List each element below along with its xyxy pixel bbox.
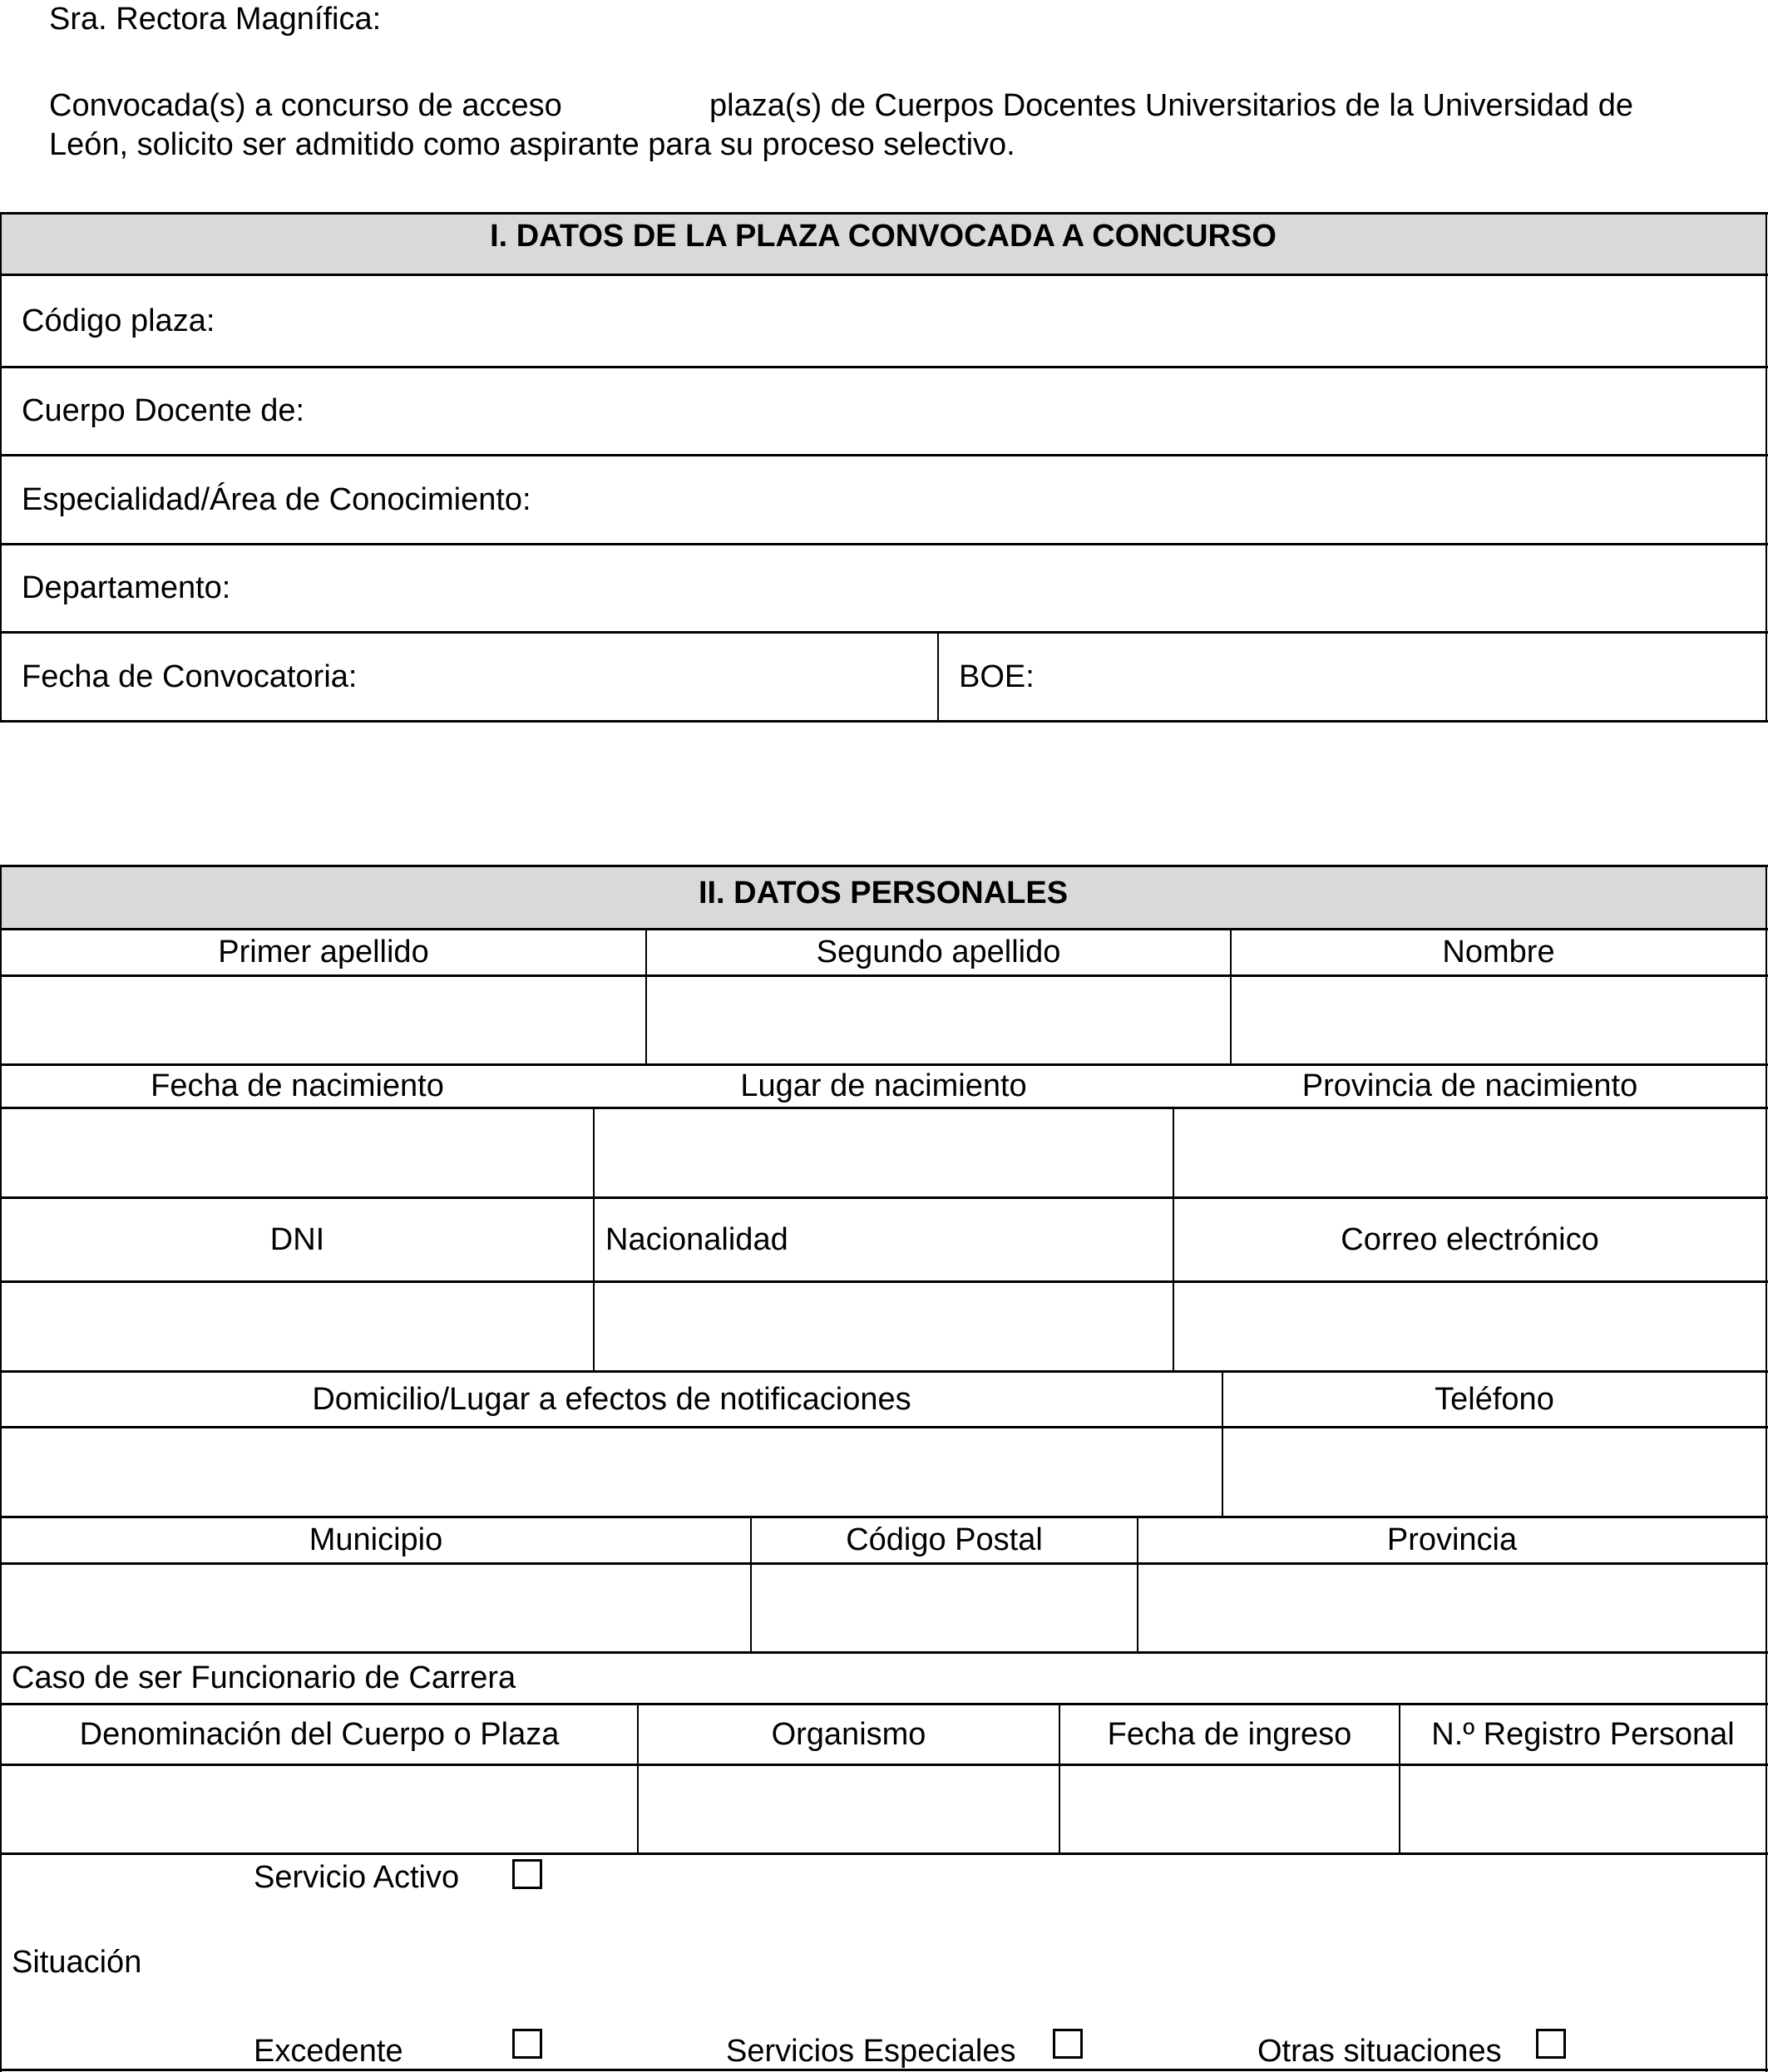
divider: [0, 212, 1768, 215]
lugar-nacimiento-label: Lugar de nacimiento: [740, 1068, 1027, 1103]
provincia-field[interactable]: [1138, 1565, 1766, 1651]
section-2-title: II. DATOS PERSONALES: [698, 876, 1069, 910]
dni-label: DNI: [269, 1221, 325, 1257]
section-2-header: [1, 866, 1766, 929]
organismo-field[interactable]: [639, 1766, 1059, 1852]
fecha-convocatoria-field[interactable]: [416, 634, 931, 720]
denominacion-field[interactable]: [2, 1766, 637, 1852]
cuerpo-docente-field[interactable]: [374, 368, 1763, 454]
provincia-nacimiento-field[interactable]: [1174, 1109, 1766, 1196]
organismo-label: Organismo: [771, 1716, 926, 1752]
nombre-field[interactable]: [1232, 977, 1766, 1063]
caso-funcionario-label: Caso de ser Funcionario de Carrera: [12, 1660, 516, 1695]
nacionalidad-field[interactable]: [595, 1283, 1173, 1370]
excedente-label: Excedente: [254, 2033, 403, 2069]
registro-personal-field[interactable]: [1400, 1766, 1766, 1852]
servicios-especiales-checkbox[interactable]: [1053, 2029, 1083, 2059]
intro-line-2: León, solicito ser admitido como aspirante para su proceso selectivo.: [49, 127, 1015, 162]
departamento-label: Departamento:: [22, 570, 231, 605]
primer-apellido-field[interactable]: [2, 977, 645, 1063]
correo-field[interactable]: [1174, 1283, 1766, 1370]
boe-label: BOE:: [959, 659, 1035, 694]
dni-field[interactable]: [2, 1283, 593, 1370]
otras-situaciones-label: Otras situaciones: [1257, 2033, 1502, 2069]
fecha-nacimiento-field[interactable]: [2, 1109, 593, 1196]
servicio-activo-checkbox[interactable]: [512, 1859, 542, 1889]
municipio-field[interactable]: [2, 1565, 750, 1651]
registro-personal-label: N.º Registro Personal: [1431, 1716, 1735, 1752]
boe-field[interactable]: [1056, 634, 1763, 720]
segundo-apellido-label: Segundo apellido: [816, 935, 1061, 969]
divider: [1766, 865, 1767, 2072]
denominacion-label: Denominación del Cuerpo o Plaza: [79, 1716, 560, 1752]
telefono-field[interactable]: [1223, 1428, 1766, 1516]
municipio-label: Municipio: [309, 1522, 443, 1557]
intro-line-1a: Convocada(s) a concurso de acceso: [49, 88, 562, 123]
segundo-apellido-field[interactable]: [647, 977, 1230, 1063]
primer-apellido-label: Primer apellido: [218, 935, 429, 969]
departamento-field[interactable]: [299, 545, 1763, 631]
especialidad-field[interactable]: [599, 456, 1763, 543]
lugar-nacimiento-field[interactable]: [595, 1109, 1173, 1196]
domicilio-field[interactable]: [2, 1428, 1222, 1516]
fecha-convocatoria-label: Fecha de Convocatoria:: [22, 659, 358, 694]
domicilio-label: Domicilio/Lugar a efectos de notificaciones: [312, 1381, 911, 1417]
divider: [1766, 212, 1767, 723]
nombre-label: Nombre: [1442, 935, 1555, 969]
salutation: Sra. Rectora Magnífica:: [49, 2, 382, 37]
codigo-plaza-label: Código plaza:: [22, 303, 215, 338]
servicio-activo-label: Servicio Activo: [254, 1859, 460, 1895]
situacion-label: Situación: [12, 1944, 142, 1980]
servicios-especiales-label: Servicios Especiales: [726, 2033, 1016, 2069]
codigo-plaza-field[interactable]: [299, 276, 1763, 366]
section-1-header: [1, 213, 1766, 274]
correo-label: Correo electrónico: [1341, 1221, 1599, 1257]
otras-situaciones-checkbox[interactable]: [1536, 2029, 1566, 2059]
fecha-ingreso-label: Fecha de ingreso: [1107, 1716, 1352, 1752]
divider: [0, 720, 1768, 723]
intro-line-1b: plaza(s) de Cuerpos Docentes Universitarios de la Universidad de: [709, 88, 1633, 123]
cuerpo-docente-label: Cuerpo Docente de:: [22, 393, 305, 428]
divider: [0, 865, 1768, 867]
especialidad-label: Especialidad/Área de Conocimiento:: [22, 481, 531, 517]
divider: [0, 212, 2, 723]
divider: [0, 1852, 1768, 1855]
section-1-title: I. DATOS DE LA PLAZA CONVOCADA A CONCURSO: [490, 218, 1277, 254]
nacionalidad-label: Nacionalidad: [605, 1221, 788, 1257]
provincia-label: Provincia: [1386, 1522, 1518, 1557]
divider: [937, 632, 939, 722]
codigo-postal-label: Código Postal: [846, 1522, 1043, 1557]
excedente-checkbox[interactable]: [512, 2029, 542, 2059]
fecha-ingreso-field[interactable]: [1060, 1766, 1399, 1852]
provincia-nacimiento-label: Provincia de nacimiento: [1301, 1068, 1638, 1103]
telefono-label: Teléfono: [1435, 1381, 1554, 1417]
codigo-postal-field[interactable]: [752, 1565, 1137, 1651]
fecha-nacimiento-label: Fecha de nacimiento: [151, 1068, 444, 1103]
